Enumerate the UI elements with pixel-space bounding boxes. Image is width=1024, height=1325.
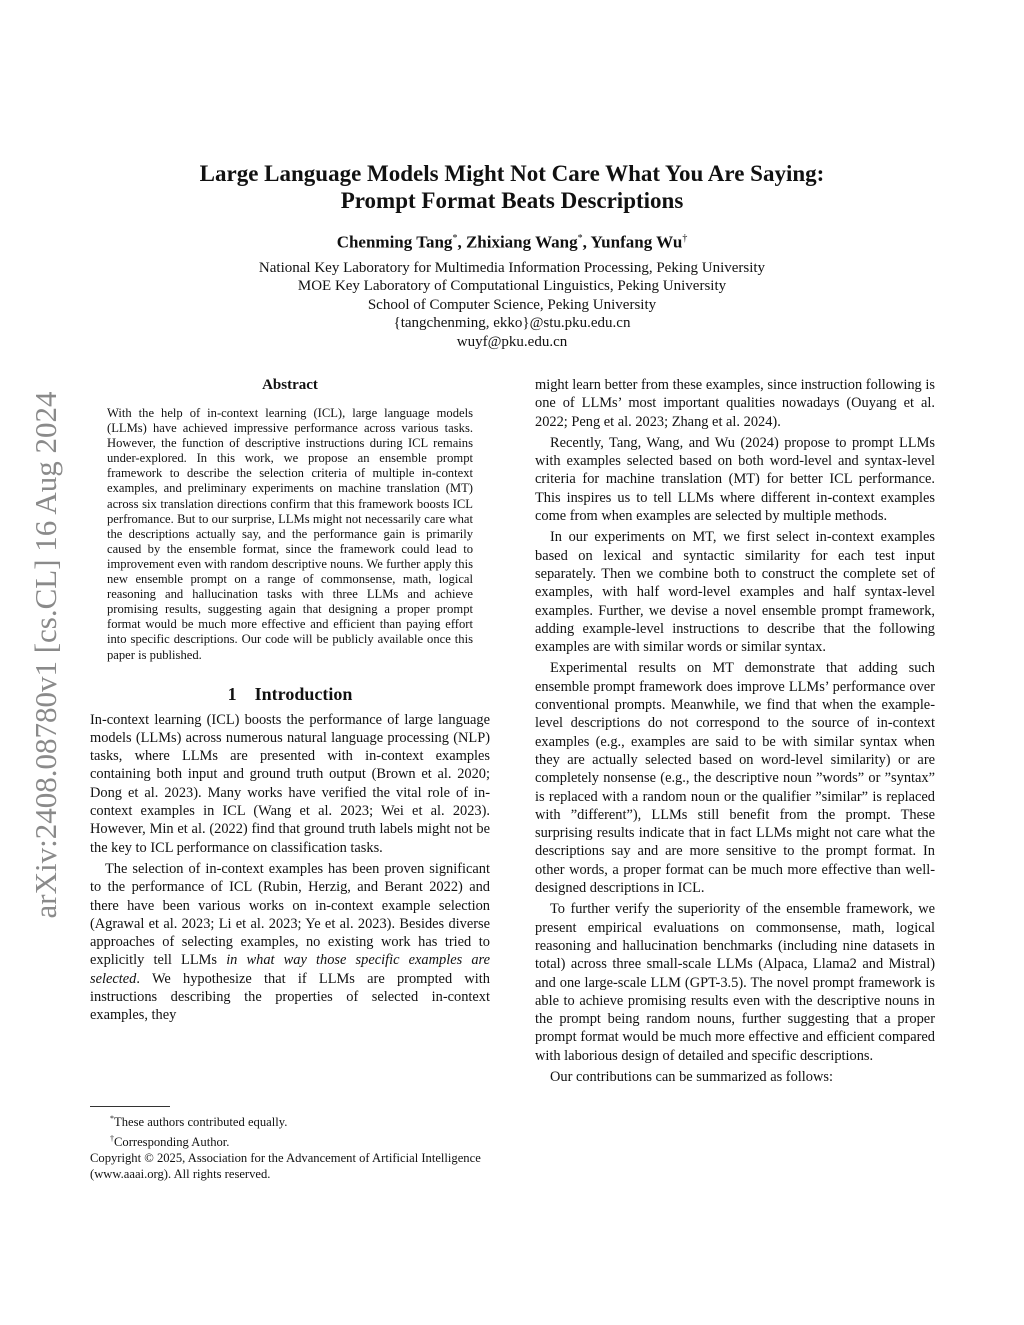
affiliation-line: MOE Key Laboratory of Computational Linguistics, Peking University xyxy=(297,278,727,295)
right-column xyxy=(535,376,935,1086)
author-list xyxy=(150,229,874,253)
arxiv-identifier-text: arXiv:2408.08780v1 [cs.CL] 16 Aug 2024 xyxy=(28,391,63,919)
section-number: 1 xyxy=(227,683,237,704)
author-separator: , xyxy=(457,232,466,252)
title-line-1: Large Language Models Might Not Care What You Are Saying: xyxy=(199,161,825,186)
footnote-text: These authors contributed equally. xyxy=(114,1115,288,1130)
body-paragraph: Experimental results on MT demonstrate that adding such ensemble prompt framework does improve LLMs’ performance over conventional prompts. Meanwhile, we find that when the example-level descriptions do not correspond to the source of in-context examples (e.g., examples are said to be with similar syntax when they are actually selected based on word-level similarity) or are completely nonsense (e.g., the descriptive noun ”words” or ”syntax” is replaced with a random noun or the qualifier ”similar” is replaced with ”different”), LLMs still benefit from the prompt. These surprising results indicate that in fact LLMs might not care what the descriptions say and are more sensitive to the prompt format. In other words, a proper format can be much more effective than well-designed descriptions in ICL. xyxy=(535,660,935,897)
footnote-text: Corresponding Author. xyxy=(114,1134,230,1149)
body-paragraph: To further verify the superiority of the ensemble framework, we present empirical evaluations on commonsense, math, logical reasoning and hallucination benchmarks (including nine datasets in total) across three small-scale LLMs (Alpaca, Llama2 and Mistral) and one large-scale LLM (GPT-3.5). The novel prompt framework is able to achieve promising results even with the descriptive nouns in the prompt being random nouns, further suggesting that a proper prompt format would be much more effective and efficient compared with laborious design of detailed and specific descriptions. xyxy=(535,901,935,1064)
email-line: wuyf@pku.edu.cn xyxy=(456,333,568,350)
body-paragraph: Recently, Tang, Wang, and Wu (2024) propose to prompt LLMs with examples selected based on both word-level and syntax-level criteria for machine translation (MT) for better ICL performance. This inspires us to tell LLMs where different in-context examples come from when examples are selected by multiple methods. xyxy=(535,434,935,525)
title-line-2: Prompt Format Beats Descriptions xyxy=(340,188,684,213)
footnote-mark: * xyxy=(110,1114,114,1123)
footnotes xyxy=(90,1106,490,1182)
footnote-rule xyxy=(90,1106,170,1107)
email-line: {tangchenming, ekko}@stu.pku.edu.cn xyxy=(393,315,631,332)
affiliation-line: School of Computer Science, Peking University xyxy=(367,296,657,313)
body-paragraph: Our contributions can be summarized as follows: xyxy=(550,1068,833,1085)
author-name: Zhixiang Wang xyxy=(465,232,578,252)
copyright-notice: Copyright © 2025, Association for the Advancement of Artificial Intelligence (www.aaai.org). All rights reserved. xyxy=(90,1151,481,1181)
abstract-heading: Abstract xyxy=(262,377,318,393)
body-paragraph: might learn better from these examples, since instruction following is one of LLMs’ most important qualities nowadays (Ouyang et al. 2022; Peng et al. 2023; Zhang et al. 2024). xyxy=(535,377,935,430)
section-title: Introduction xyxy=(254,683,353,704)
author-mark: * xyxy=(452,233,458,244)
footnote-corresponding-author xyxy=(90,1131,490,1151)
affiliation-line: National Key Laboratory for Multimedia Information Processing, Peking University xyxy=(258,259,766,276)
footnote-mark: † xyxy=(110,1133,114,1143)
body-paragraph: In our experiments on MT, we first select in-context examples based on lexical and syntactic similarity for each test input separately. Then we combine both to construct the complete set of examples, with half word-level examples and half syntax-level examples. Further, we devise a novel ensemble prompt framework, adding example-level instructions to describe that the following examples are with similar words or similar syntax. xyxy=(535,529,935,656)
section-heading-introduction xyxy=(90,683,490,705)
author-name: Yunfang Wu xyxy=(590,232,683,252)
paper-header xyxy=(150,160,874,351)
intro-paragraph-2-start: The selection of in-context examples has been proven significant to the performance of ICL (Rubin, Herzig, and Berant 2022) and there have been various works on in-context example selection (Agrawal et al. 2023; Li et al. 2023; Ye et al. 2023). Besides diverse approaches of selecting examples, no existing work has tried to explicitly tell LLMs xyxy=(90,860,490,969)
arxiv-identifier-stamp xyxy=(24,370,68,940)
author-separator: , xyxy=(582,232,591,252)
intro-paragraph-2 xyxy=(90,860,490,1025)
author-name: Chenming Tang xyxy=(336,232,453,252)
footnote-equal-contribution xyxy=(90,1111,490,1131)
author-mark: * xyxy=(577,233,583,244)
intro-paragraph-1: In-context learning (ICL) boosts the performance of large language models (LLMs) across numerous natural language processing (NLP) tasks, where LLMs are presented with in-context examples containing both input and ground truth output (Brown et al. 2020; Dong et al. 2023). Many works have verified the vital role of in-context examples in ICL (Wang et al. 2023; Wei et al. 2023). However, Min et al. (2022) find that ground truth labels might not be the key to ICL performance on classification tasks. xyxy=(90,711,490,856)
author-mark: † xyxy=(682,233,688,244)
intro-paragraph-2-end: . We hypothesize that if LLMs are prompted with instructions describing the properties of selected in-context examples, they xyxy=(90,970,490,1024)
intro-paragraph-2-emphasis: in what way those specific examples are selected xyxy=(90,952,490,987)
abstract-text: With the help of in-context learning (ICL), large language models (LLMs) have achieved impressive performance across various tasks. However, the function of descriptive instructions during ICL remains under-explored. In this work, we propose an ensemble prompt framework to describe the selection criteria of multiple in-context examples, and preliminary experiments on machine translation (MT) across six translation directions confirm that this framework boosts ICL perfromance. But to our surprise, LLMs might not necessarily care what the descriptions actually say, and the performance gain is primarily caused by the ensemble format, since the framework could lead to improvement even with random descriptive nouns. We further apply this new ensemble prompt on a range of commonsense, math, logical reasoning and hallucination tasks with three LLMs and achieve promising results, suggesting again that designing a proper prompt format would be much more effective and efficient than paying effort into specific descriptions. Our code will be publicly available once this paper is published. xyxy=(107,406,473,662)
left-column xyxy=(90,376,490,1025)
paper-title xyxy=(150,160,874,214)
affiliation-block xyxy=(150,259,874,352)
